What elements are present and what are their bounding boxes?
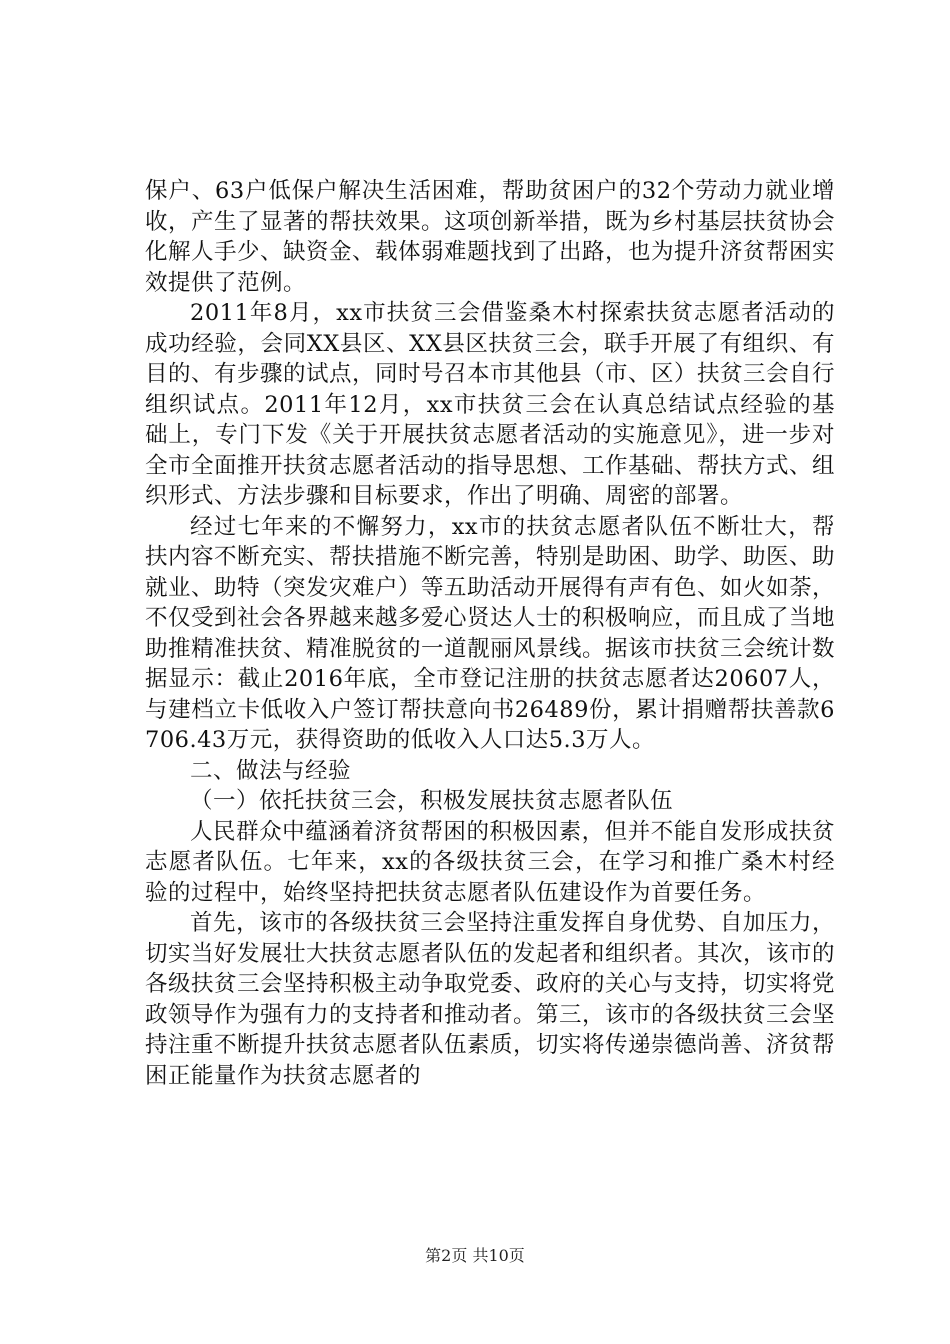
paragraph-volunteer-team: 人民群众中蕴涵着济贫帮困的积极因素，但并不能自发形成扶贫志愿者队伍。七年来，xx的各级扶贫三会，在学习和推广桑木村经验的过程中，始终坚持把扶贫志愿者队伍建设作为首要任务。 bbox=[145, 818, 835, 906]
subsection-heading: （一）依托扶贫三会，积极发展扶贫志愿者队伍 bbox=[190, 788, 674, 814]
paragraph-pilot-program: 2011年8月，xx市扶贫三会借鉴桑木村探索扶贫志愿者活动的成功经验，会同XX县区、XX县区扶贫三会，联手开展了有组织、有目的、有步骤的试点，同时号召本市其他县（市、区）扶贫三会自行组织试点。2011年12月，xx市扶贫三会在认真总结试点经验的基础上，专门下发《关于开展扶贫志愿者活动的实施意见》，进一步对全市全面推开扶贫志愿者活动的指导思想、工作基础、帮扶方式、组织形式、方法步骤和目标要求，作出了明确、周密的部署。 bbox=[145, 300, 836, 509]
paragraph-achievements: 经过七年来的不懈努力，xx市的扶贫志愿者队伍不断壮大，帮扶内容不断充实、帮扶措施不断完善，特别是助困、助学、助医、助就业、助特（突发灾难户）等五助活动开展得有声有色、如火如荼，不仅受到社会各界越来越多爱心贤达人士的积极响应，而且成了当地助推精准扶贫、精准脱贫的一道靓丽风景线。据该市扶贫三会统计数据显示：截止2016年底，全市登记注册的扶贫志愿者达20607人，与建档立卡低收入户签订帮扶意向书26489份，累计捐赠帮扶善款6706.43万元，获得资助的低收入人口达5.3万人。 bbox=[145, 513, 836, 753]
page-number-footer: 第2页 共10页 bbox=[425, 1246, 525, 1265]
paragraph-methods: 首先，该市的各级扶贫三会坚持注重发挥自身优势、自加压力，切实当好发展壮大扶贫志愿者队伍的发起者和组织者。其次，该市的各级扶贫三会坚持积极主动争取党委、政府的关心与支持，切实将党政领导作为强有力的支持者和推动者。第三，该市的各级扶贫三会坚持注重不断提升扶贫志愿者队伍素质，切实将传递崇德尚善、济贫帮困正能量作为扶贫志愿者的 bbox=[145, 910, 836, 1089]
section-heading: 二、做法与经验 bbox=[190, 757, 352, 784]
document-body bbox=[145, 176, 835, 1091]
paragraph-continuation: 保户、63户低保户解决生活困难，帮助贫困户的32个劳动力就业增收，产生了显著的帮扶效果。这项创新举措，既为乡村基层扶贫协会化解人手少、缺资金、载体弱难题找到了出路，也为提升济贫帮困实效提供了范例。 bbox=[145, 178, 836, 296]
